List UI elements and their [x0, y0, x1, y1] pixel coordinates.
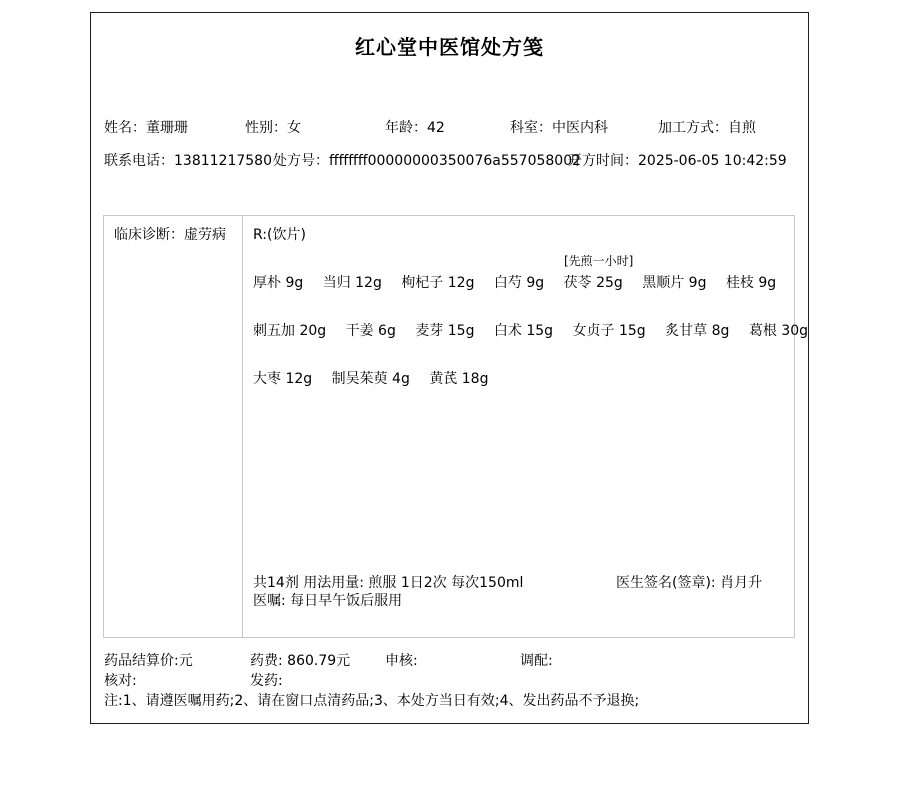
processing-method-label: 加工方式：	[658, 120, 728, 136]
processing-method-value: 自煎	[728, 120, 756, 136]
herb-item: 黑顺片 9g	[642, 275, 707, 291]
herb-item: 葛根 30g	[748, 323, 808, 339]
herb-item: 白术 15g	[493, 323, 554, 339]
check-field: 核对:	[104, 673, 137, 689]
patient-age-field	[385, 117, 445, 137]
prescription-number-label: 处方号：	[273, 153, 329, 169]
page-title: 红心堂中医馆处方笺	[355, 35, 544, 59]
herb-item: 麦芽 15g	[415, 323, 475, 339]
phone-value: 13811217580	[174, 153, 272, 169]
audit-field: 申核:	[385, 653, 418, 669]
patient-age-value: 42	[427, 120, 445, 136]
clinical-diagnosis-value: 虚劳病	[184, 227, 226, 243]
phone-label: 联系电话：	[104, 153, 174, 169]
issue-drug-field: 发药:	[250, 673, 283, 689]
settle-price-field: 药品结算价:元	[104, 653, 193, 669]
herb-item: 刺五加 20g	[253, 323, 327, 339]
clinical-diagnosis-field	[114, 224, 226, 244]
medical-advice-label: 医嘱:	[253, 593, 291, 609]
doctor-signature-field	[616, 572, 762, 592]
patient-gender-label: 性别：	[245, 120, 287, 136]
patient-name-field	[104, 117, 188, 137]
patient-name-value: 董珊珊	[146, 120, 188, 136]
department-label: 科室：	[510, 120, 552, 136]
doctor-signature-value: 肖月升	[720, 575, 763, 591]
processing-method-field	[658, 117, 756, 137]
herb-item: 大枣 12g	[253, 371, 313, 387]
medical-advice-value: 每日早午饭后服用	[290, 593, 403, 609]
footer-note: 注:1、请遵医嘱用药;2、请在窗口点清药品;3、本处方当日有效;4、发出药品不予退换;	[104, 693, 640, 709]
herb-item: 炙甘草 8g	[665, 323, 730, 339]
herb-item: 当归 12g	[322, 275, 382, 291]
department-field	[510, 117, 608, 137]
patient-gender-value: 女	[287, 120, 301, 136]
fee-field	[250, 650, 350, 670]
prescription-body-box	[103, 215, 808, 638]
issue-time-field	[568, 150, 787, 170]
issue-time-value: 2025-06-05 10:42:59	[638, 153, 787, 169]
prescription-number-value: ffffffff00000000350076a557058002	[329, 153, 582, 169]
patient-gender-field	[245, 117, 301, 137]
dosage-usage-line: 共14剂 用法用量: 煎服 1日2次 每次150ml	[253, 575, 524, 591]
herb-item: 茯苓 25g	[563, 275, 623, 291]
fee-value: 860.79元	[287, 653, 351, 669]
doctor-signature-label: 医生签名(签章):	[616, 575, 721, 591]
fee-label: 药费:	[250, 653, 288, 669]
herb-item: 制吴茱萸 4g	[331, 371, 410, 387]
prescription-sheet	[90, 12, 809, 724]
herb-line-3	[253, 368, 503, 388]
herb-item: 黄芪 18g	[429, 371, 489, 387]
herb-item: 女贞子 15g	[572, 323, 646, 339]
medical-advice-field	[253, 590, 402, 610]
rx-header: R:(饮片)	[253, 227, 306, 243]
herb-line-2	[253, 320, 823, 340]
herb-item: 干姜 6g	[345, 323, 396, 339]
decoction-note: [先煎一小时]	[564, 254, 634, 268]
dispense-field: 调配:	[520, 653, 553, 669]
patient-age-label: 年龄：	[385, 120, 427, 136]
herb-line-1	[253, 272, 791, 292]
herb-item: 厚朴 9g	[253, 275, 304, 291]
herb-item: 桂枝 9g	[725, 275, 777, 291]
issue-time-label: 开方时间：	[568, 153, 638, 169]
clinical-diagnosis-label: 临床诊断：	[114, 227, 184, 243]
diagnosis-divider	[242, 216, 243, 637]
herb-item: 枸杞子 12g	[401, 275, 475, 291]
patient-name-label: 姓名：	[104, 120, 146, 136]
prescription-number-field	[273, 150, 581, 170]
phone-field	[104, 150, 272, 170]
department-value: 中医内科	[552, 120, 608, 136]
herb-item: 白芍 9g	[493, 275, 545, 291]
